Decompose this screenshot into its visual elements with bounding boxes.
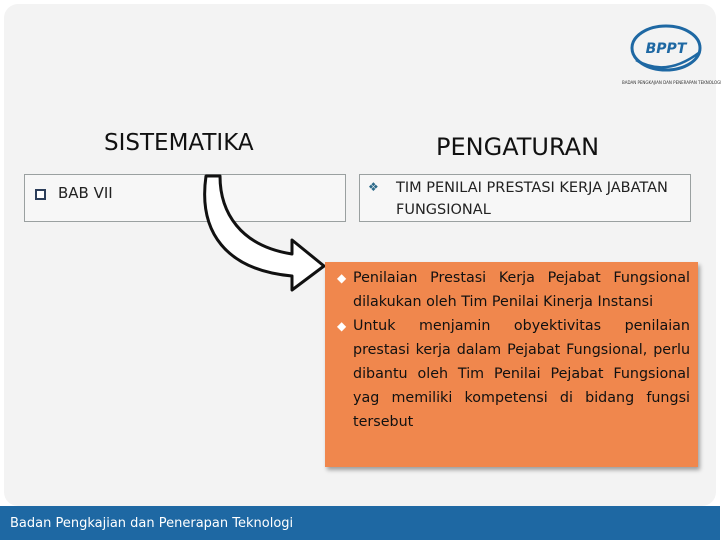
paragraph-untuk-menjamin	[339, 314, 690, 434]
paragraph-text: Penilaian Prestasi Kerja Pejabat Fungsional dilakukan oleh Tim Penilai Kinerja Instansi	[353, 270, 690, 310]
paragraph-penilaian	[339, 266, 690, 314]
heading-pengaturan: PENGATURAN	[436, 133, 600, 161]
footer-bar	[0, 506, 720, 540]
bullet-icon: ◆	[337, 271, 347, 285]
square-bullet-icon	[35, 189, 46, 200]
bppt-logo	[622, 22, 721, 85]
description-panel	[325, 262, 698, 467]
bullet-icon: ◆	[337, 319, 347, 333]
right-item-box	[359, 174, 691, 222]
tim-label: TIM PENILAI PRESTASI KERJA JABATAN FUNGSIONAL	[396, 180, 668, 218]
footer-text: Badan Pengkajian dan Penerapan Teknologi	[10, 516, 294, 531]
logo-brand-text: BPPT	[645, 41, 687, 57]
heading-sistematika: SISTEMATIKA	[104, 130, 254, 156]
curved-arrow-icon	[180, 172, 330, 292]
diamond-bullet-icon: ❖	[368, 180, 379, 194]
paragraph-text: Untuk menjamin obyektivitas penilaian prestasi kerja dalam Pejabat Fungsional, perlu dibantu oleh Tim Penilai Pejabat Fungsional yag memiliki kompetensi di bidang fungsi tersebut	[353, 318, 690, 430]
logo-caption: BADAN PENGKAJIAN DAN PENERAPAN TEKNOLOGI	[622, 80, 721, 85]
bppt-logo-mark	[622, 22, 710, 78]
bab-label: BAB VII	[58, 184, 113, 202]
